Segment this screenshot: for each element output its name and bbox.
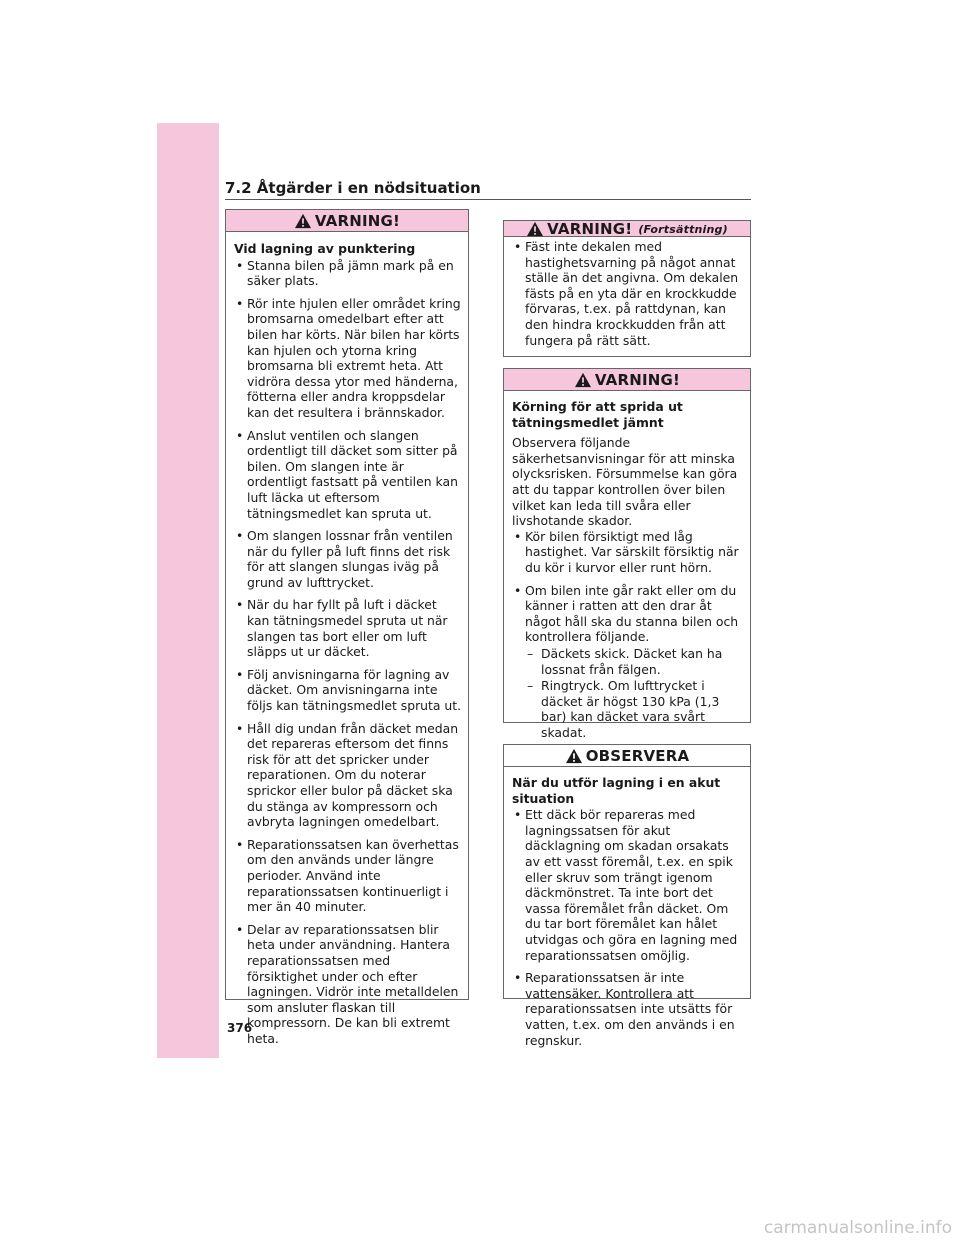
notice-heading-text: OBSERVERA [585,746,690,765]
list-item: • Följ anvisningarna för lagning av däcket. Om anvisningarna inte följs kan tätningsmedlet spruta ut. [234,667,462,714]
list-item: • Delar av reparationssatsen blir heta under användning. Hantera reparationssatsen med försiktighet under och efter lagningen. Vidrör inte metalldelen som ansluter flaskan till kompressorn. De kan bli extremt heta. [234,922,462,1047]
warning-heading-text: VARNING! [594,370,681,389]
warning-subheading: Vid lagning av punktering [234,241,416,256]
list-item: • Stanna bilen på jämn mark på en säker plats. [234,258,462,289]
list-item: • Reparationssatsen är inte vattensäker. Kontrollera att reparationssatsen inte utsätts för vatten, t.ex. om den används i en regnskur. [512,970,744,1048]
notice-box-heading [504,745,750,767]
dash-item: – Ringtryck. Om lufttrycket i däcket är högst 130 kPa (1,3 bar) kan däcket vara svårt skadat. [525,678,744,740]
chapter-side-tab [157,123,219,1058]
warning-intro: Observera följande säkerhetsanvisningar för att minska olycksrisken. Försummelse kan göra att du tappar kontrollen över bilen vilket kan leda till svåra eller livshotande skador. [512,435,738,529]
list-item: • Håll dig undan från däcket medan det repareras eftersom det finns risk för att det spricker under reparationen. Om du noterar sprickor eller bulor på däcket ska du stänga av kompressorn och avbryta lagningen omedelbart. [234,721,462,830]
list-item-text: Om bilen inte går rakt eller om du känner i ratten att den drar åt något håll ska du stanna bilen och kontrollera följande. [525,582,739,645]
warning-triangle-icon [294,213,312,229]
dash-item: – Däckets skick. Däcket kan ha lossnat från fälgen. [525,646,744,677]
warning-triangle-icon [526,221,544,237]
list-item: • När du har fyllt på luft i däcket kan tätningsmedel spruta ut när slangen tas bort eller om luft släpps ut ur däcket. [234,597,462,659]
list-item: • Rör inte hjulen eller området kring bromsarna omedelbart efter att bilen har körts. När bilen har körts kan hjulen och ytorna kring bromsarna bli extremt heta. Att vidröra dessa ytor med händerna, fötterna eller andra kroppsdelar kan det resultera i brännskador. [234,296,462,421]
list-item: • Om slangen lossnar från ventilen när du fyller på luft finns det risk för att slangen slungas iväg på grund av lufttrycket. [234,528,462,590]
list-item: • Anslut ventilen och slangen ordentligt till däcket som sitter på bilen. Om slangen inte är ordentligt fastsatt på ventilen kan luft läcka ut eftersom tätningsmedlet kan spruta ut. [234,428,462,522]
continuation-label: (Fortsättning) [638,223,728,236]
list-item [512,583,744,741]
warning-heading-text: VARNING! [314,211,401,230]
warning-bullet-list [234,258,462,1047]
watermark: carmanualsonline.info [763,1218,952,1238]
warning-heading-text: VARNING! [547,219,633,238]
warning-triangle-icon [574,372,592,388]
list-item: • Reparationssatsen kan överhettas om den används under längre perioder. Använd inte reparationssatsen kontinuerligt i mer än 40 minuter. [234,837,462,915]
warning-box-heading [504,221,750,237]
dash-list [525,646,744,741]
notice-subheading: När du utför lagning i en akut situation [512,775,721,806]
page-number: 376 [227,1021,253,1035]
warning-box-continued [503,220,751,357]
list-item: • Ett däck bör repareras med lagningssatsen för akut däcklagning om skadan orsakats av ett vasst föremål, t.ex. en spik eller skruv som trängt igenom däckmönstret. Ta inte bort det vassa föremålet från däcket. Om du tar bort föremålet kan hålet utvidgas och göra en lagning med reparationssatsen omöjlig. [512,807,744,963]
warning-bullet-list [512,239,744,348]
warning-box-driving [503,368,751,740]
list-item: • Kör bilen försiktigt med låg hastighet. Var särskilt försiktig när du kör i kurvor eller runt hörn. [512,529,744,576]
list-item: • Fäst inte dekalen med hastighetsvarning på något annat ställe än det angivna. Om dekalen fästs på en yta där en krockkudde förvaras, t.ex. på rattdynan, kan den hindra krockkudden från att fungera på rätt sätt. [512,239,744,348]
warning-bullet-list [512,529,744,741]
section-header: 7.2 Åtgärder i en nödsituation [225,179,751,200]
notice-bullet-list [512,807,744,1048]
notice-icon [565,748,583,764]
notice-box-emergency-repair [503,744,751,1048]
warning-box-heading [226,210,468,232]
warning-subheading: Körning för att sprida ut tätningsmedlet jämnt [512,399,683,430]
warning-box-heading [504,369,750,391]
